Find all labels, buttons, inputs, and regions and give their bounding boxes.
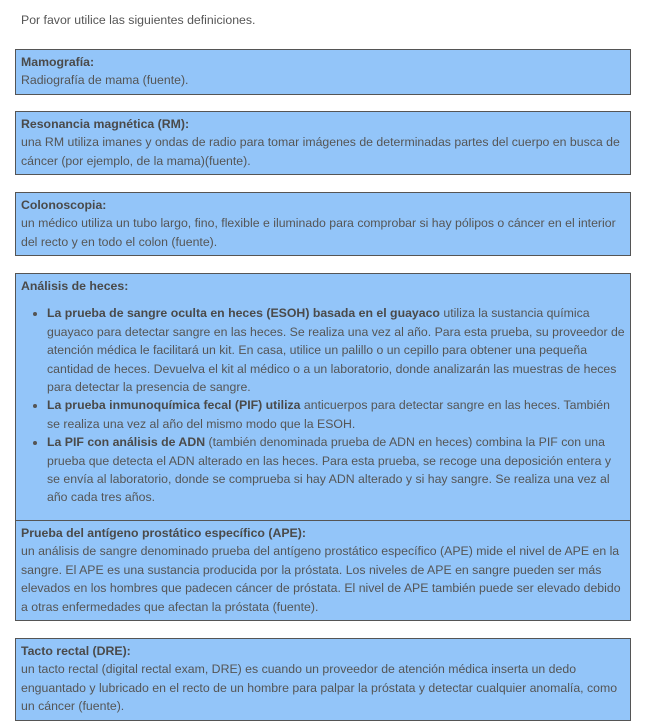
- term: Resonancia magnética (RM):: [21, 117, 190, 131]
- term: Tacto rectal (DRE):: [21, 644, 131, 658]
- definition-text: una RM utiliza imanes y ondas de radio para tomar imágenes de determinadas partes del cuerpo en busca de cáncer (por ejemplo, de la mama)(fuente).: [21, 135, 620, 168]
- item-bold: La prueba de sangre oculta en heces (ESOH) basada en el guayaco: [47, 306, 440, 321]
- item-text: anticuerpos para detectar sangre en las heces. También se realiza una vez al año del mismo modo que la ESOH.: [47, 398, 610, 431]
- definition-colonoscopia: [15, 192, 631, 256]
- term: Colonoscopia:: [21, 198, 107, 212]
- definition-tacto-rectal: [15, 638, 631, 721]
- item-text: utiliza la sustancia química guayaco para detectar sangre en las heces. Se realiza una vez al año. Para esta prueba, su proveedor de atención médica le facilitará un kit. En casa, utilice un palillo o un cepillo para obtener una pequeña cantidad de heces. Devuelva el kit al médico o a un laboratorio, donde analizarán las muestras de heces para detectar la presencia de sangre.: [47, 306, 625, 395]
- list-item: [47, 433, 625, 507]
- item-bold: La PIF con análisis de ADN: [47, 435, 206, 450]
- definition-text: un análisis de sangre denominado prueba del antígeno prostático específico (APE) mide el nivel de APE en la sangre. El APE es una sustancia producida por la próstata. Los niveles de APE en sangre pueden ser más elevados en los hombres que padecen cáncer de próstata. El nivel de APE también puede ser elevado debido a otras enfermedades que afectan la próstata (fuente).: [21, 544, 621, 614]
- definition-mamografia: [15, 49, 631, 95]
- list-item: [47, 396, 625, 433]
- definition-analisis-heces: [15, 273, 631, 522]
- list-item: [47, 304, 625, 396]
- definition-ape: [15, 520, 631, 621]
- item-text: (también denominada prueba de ADN en heces) combina la PIF con una prueba que detecta el ADN alterado en las heces. Para esta prueba, se recoge una deposición entera y se envía al laboratorio, donde se comprueba si hay ADN alterado y si hay sangre. Se realiza una vez al año cada tres años.: [47, 435, 611, 505]
- definition-resonancia: [15, 111, 631, 175]
- test-list: [21, 304, 625, 506]
- intro-text: Por favor utilice las siguientes definiciones.: [21, 13, 256, 27]
- definition-text: un tacto rectal (digital rectal exam, DRE) es cuando un proveedor de atención médica inserta un dedo enguantado y lubricado en el recto de un hombre para palpar la próstata y detectar cualquier anomalía, como un cáncer (fuente).: [21, 662, 618, 714]
- definition-text: un médico utiliza un tubo largo, fino, flexible e iluminado para comprobar si hay pólipos o cáncer en el interior del recto y en todo el colon (fuente).: [21, 216, 616, 249]
- term: Análisis de heces:: [21, 279, 129, 293]
- definition-text: Radiografía de mama (fuente).: [21, 73, 189, 88]
- term: Prueba del antígeno prostático específico (APE):: [21, 526, 306, 540]
- item-bold: La prueba inmunoquímica fecal (PIF) utiliza: [47, 398, 301, 413]
- term: Mamografía:: [21, 55, 95, 69]
